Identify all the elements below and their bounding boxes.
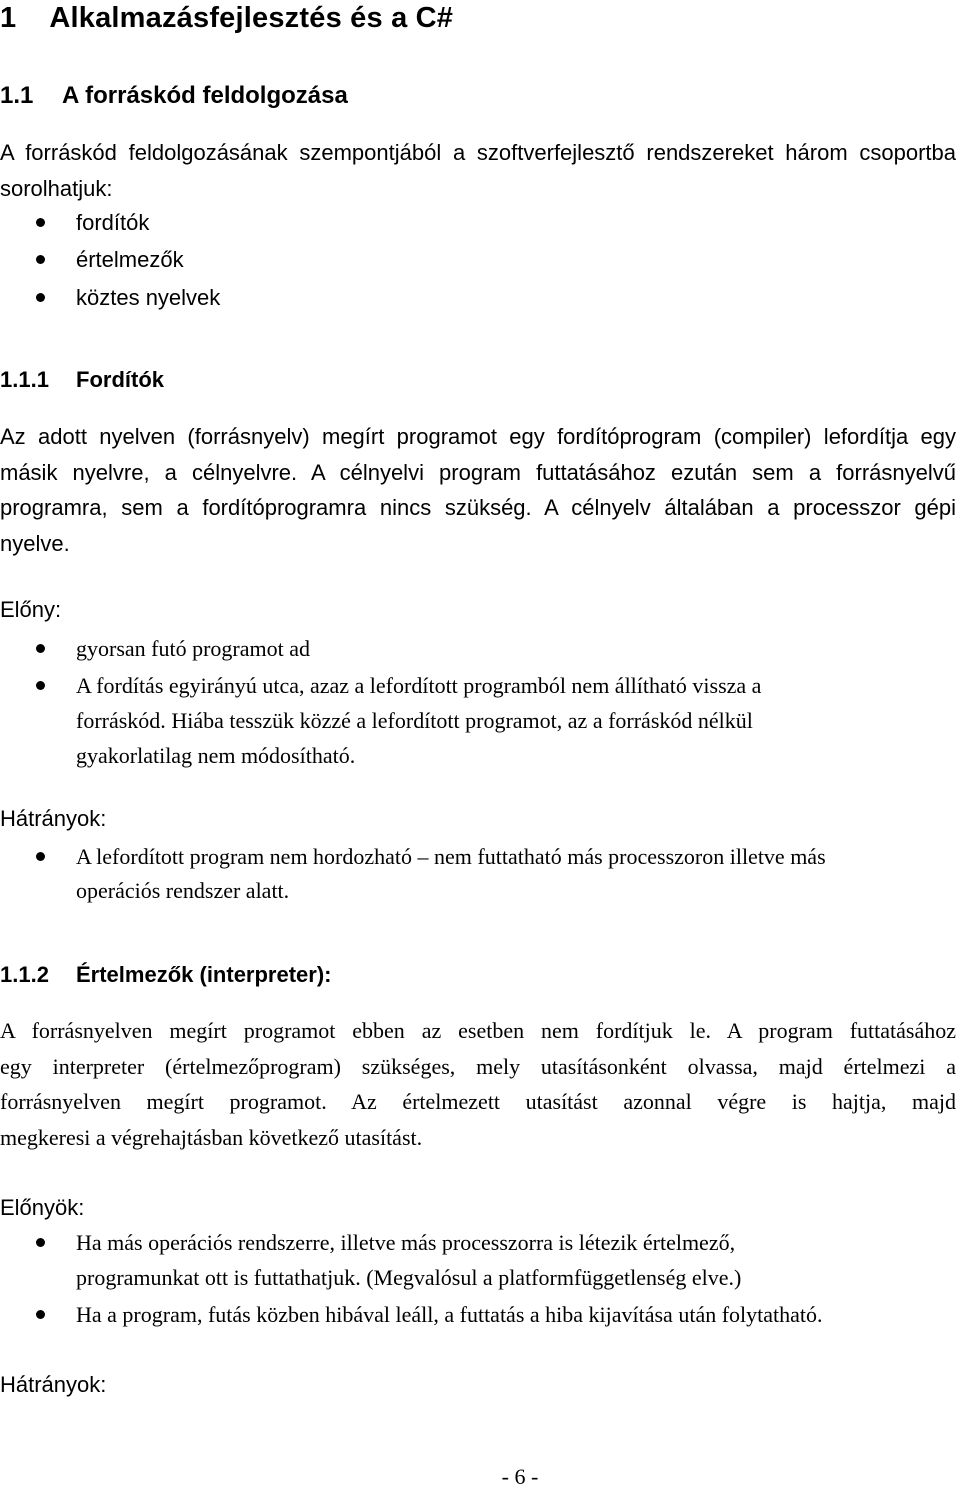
text-run: A célnyelvi program futtatásához ezután sem a forrásnyelvű bbox=[297, 459, 956, 485]
text-run: programra, sem a fordítóprogramra nincs szükség. bbox=[0, 495, 532, 520]
chapter-title: Alkalmazásfejlesztés és a C# bbox=[49, 2, 454, 34]
list-item: fordítók bbox=[76, 210, 150, 235]
text-run: A célnyelv általában a processzor gépi bbox=[531, 495, 957, 520]
bullet-icon bbox=[36, 852, 45, 861]
list-item: köztes nyelvek bbox=[76, 285, 221, 310]
section-heading-1-1 bbox=[0, 82, 348, 110]
subsection-number: 1.1.2 bbox=[0, 962, 49, 987]
list-item: gyorsan futó programot ad bbox=[76, 636, 310, 661]
page-number: - 6 - bbox=[501, 1464, 539, 1489]
subsection-heading-1-1-2 bbox=[0, 962, 332, 988]
list-item-continuation: programunkat ott is futtathatjuk. (Megvalósul a platformfüggetlenség elve.) bbox=[76, 1265, 742, 1290]
subsection-heading-1-1-1 bbox=[0, 367, 164, 393]
compilers-paragraph bbox=[0, 419, 956, 561]
intro-line: sorolhatjuk: bbox=[0, 175, 113, 201]
advantages-label: Előny: bbox=[0, 597, 62, 622]
bullet-icon bbox=[36, 644, 45, 653]
paragraph-line: egy interpreter (értelmezőprogram) szükséges, mely utasításonként olvassa, majd értelmezi a bbox=[0, 1053, 956, 1079]
paragraph-line: forrásnyelven megírt programot. Az értelmezett utasítást azonnal végre is hajtja, majd bbox=[0, 1089, 956, 1114]
subsection-title: Értelmezők (interpreter): bbox=[76, 962, 332, 987]
paragraph-line: Az adott nyelven (forrásnyelv) megírt programot egy fordítóprogram (compiler) lefordítja egy bbox=[0, 424, 956, 449]
subsection-number: 1.1.1 bbox=[0, 367, 49, 392]
bullet-icon bbox=[36, 255, 45, 264]
interpreters-paragraph bbox=[0, 1013, 956, 1155]
chapter-heading bbox=[0, 2, 453, 35]
paragraph-line bbox=[0, 490, 956, 526]
paragraph-line: megkeresi a végrehajtásban következő utasítást. bbox=[0, 1124, 423, 1150]
chapter-number: 1 bbox=[0, 2, 17, 34]
section-title: A forráskód feldolgozása bbox=[62, 82, 348, 109]
bullet-icon bbox=[36, 293, 45, 302]
section-number: 1.1 bbox=[0, 82, 34, 109]
list-item: A lefordított program nem hordozható – nem futtatható más processzoron illetve más bbox=[76, 844, 826, 869]
paragraph-line: A forrásnyelven megírt programot ebben az esetben nem fordítjuk le. A program futtatásához bbox=[0, 1018, 956, 1043]
text-run: másik nyelvre, a célnyelvre. bbox=[0, 459, 298, 485]
list-item: Ha a program, futás közben hibával leáll, a futtatás a hiba kijavítása után folytatható. bbox=[76, 1302, 823, 1327]
advantages-label: Előnyök: bbox=[0, 1195, 85, 1220]
paragraph-line: nyelve. bbox=[0, 530, 70, 556]
text-run: Hiába tesszük közzé a lefordított programot, az a forráskód nélkül bbox=[165, 708, 753, 733]
list-item: A fordítás egyirányú utca, azaz a lefordított programból nem állítható vissza a bbox=[76, 673, 762, 698]
list-item-continuation bbox=[76, 703, 753, 739]
text-run: forráskód. bbox=[76, 708, 166, 733]
intro-paragraph bbox=[0, 135, 956, 206]
list-item-continuation: operációs rendszer alatt. bbox=[76, 878, 290, 903]
bullet-icon bbox=[36, 218, 45, 227]
bullet-icon bbox=[36, 681, 45, 690]
bullet-icon bbox=[36, 1238, 45, 1247]
list-item-continuation: gyakorlatilag nem módosítható. bbox=[76, 743, 356, 768]
subsection-title: Fordítók bbox=[76, 367, 164, 392]
paragraph-line bbox=[0, 455, 956, 491]
disadvantages-label: Hátrányok: bbox=[0, 1372, 107, 1397]
intro-line: A forráskód feldolgozásának szempontjából a szoftverfejlesztő rendszereket három csoportba bbox=[0, 140, 956, 165]
list-item: értelmezők bbox=[76, 247, 184, 272]
list-item: Ha más operációs rendszerre, illetve más processzorra is létezik értelmező, bbox=[76, 1230, 736, 1255]
bullet-icon bbox=[36, 1310, 45, 1319]
disadvantages-label: Hátrányok: bbox=[0, 806, 107, 831]
